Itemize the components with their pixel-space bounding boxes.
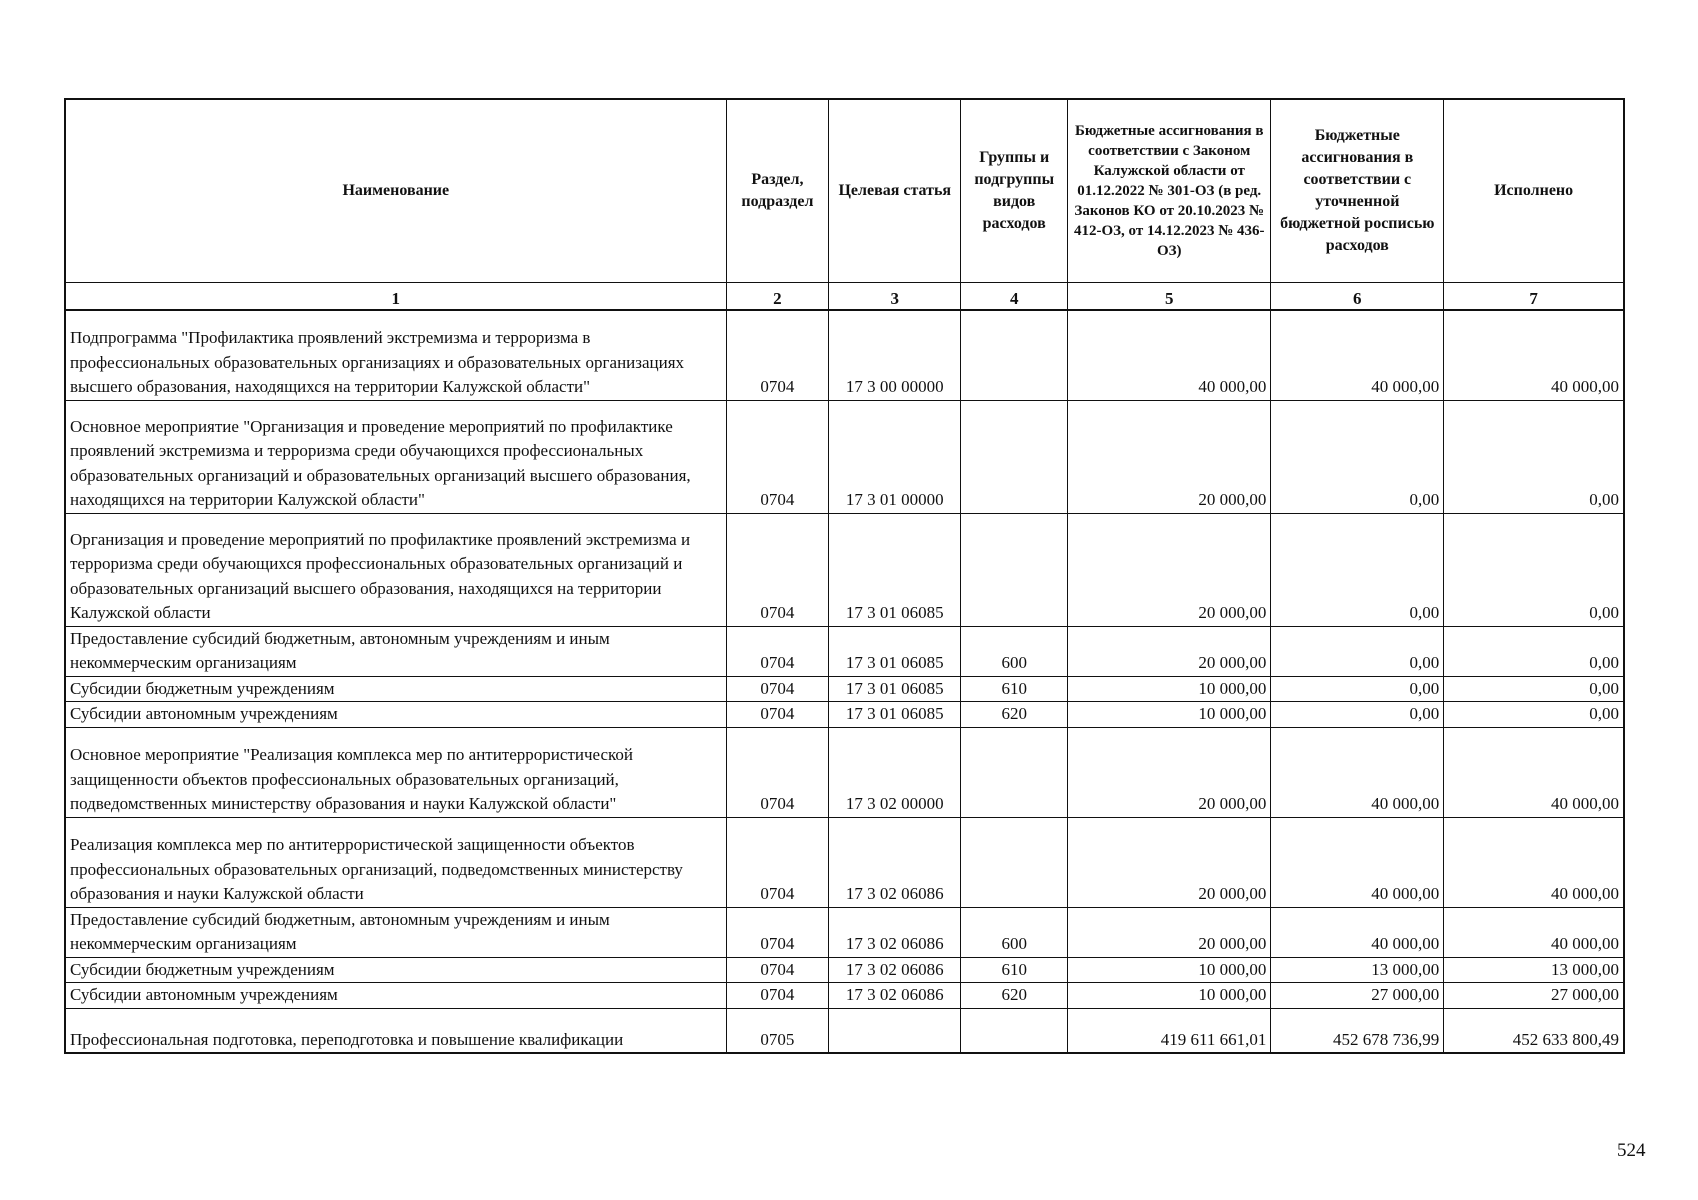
cell-law: 20 000,00 xyxy=(1068,626,1271,676)
cell-name: Субсидии автономным учреждениям xyxy=(65,983,726,1009)
cell-executed: 0,00 xyxy=(1444,676,1624,702)
cell-refined: 0,00 xyxy=(1271,676,1444,702)
cell-target: 17 3 01 06085 xyxy=(829,513,961,626)
cell-group: 610 xyxy=(961,957,1068,983)
cell-executed: 13 000,00 xyxy=(1444,957,1624,983)
header-executed: Исполнено xyxy=(1444,99,1624,283)
budget-table xyxy=(64,98,1625,1054)
cell-section: 0704 xyxy=(726,817,829,907)
cell-refined: 13 000,00 xyxy=(1271,957,1444,983)
cell-name: Реализация комплекса мер по антитеррористической защищенности объектов профессиональных образовательных организаций, подведомственных министерству образования и науки Калужской области xyxy=(65,817,726,907)
cell-section: 0704 xyxy=(726,513,829,626)
cell-name: Субсидии бюджетным учреждениям xyxy=(65,676,726,702)
header-groups: Группы и подгруппы видов расходов xyxy=(961,99,1068,283)
cell-refined: 0,00 xyxy=(1271,400,1444,513)
header-row xyxy=(65,99,1624,283)
cell-target: 17 3 01 06085 xyxy=(829,626,961,676)
cell-group: 620 xyxy=(961,983,1068,1009)
cell-refined: 27 000,00 xyxy=(1271,983,1444,1009)
table-body xyxy=(65,310,1624,1053)
cell-executed: 27 000,00 xyxy=(1444,983,1624,1009)
cell-group: 610 xyxy=(961,676,1068,702)
table-row xyxy=(65,676,1624,702)
cell-name: Подпрограмма "Профилактика проявлений экстремизма и терроризма в профессиональных образовательных организациях и образовательных организациях высшего образования, находящихся на территории Калужской области" xyxy=(65,310,726,400)
cell-executed: 452 633 800,49 xyxy=(1444,1008,1624,1053)
cell-law: 10 000,00 xyxy=(1068,676,1271,702)
table-row xyxy=(65,400,1624,513)
cell-law: 20 000,00 xyxy=(1068,727,1271,817)
col-number: 2 xyxy=(726,283,829,311)
cell-law: 10 000,00 xyxy=(1068,957,1271,983)
table-row xyxy=(65,817,1624,907)
cell-name: Профессиональная подготовка, переподготовка и повышение квалификации xyxy=(65,1008,726,1053)
cell-refined: 0,00 xyxy=(1271,702,1444,728)
header-target: Целевая статья xyxy=(829,99,961,283)
table-row xyxy=(65,957,1624,983)
cell-group xyxy=(961,400,1068,513)
cell-law: 20 000,00 xyxy=(1068,400,1271,513)
cell-name: Основное мероприятие "Организация и проведение мероприятий по профилактике проявлений экстремизма и терроризма среди обучающихся профессиональных образовательных организаций и образовательных организаций высшего образования, находящихся на территории Калужской области" xyxy=(65,400,726,513)
cell-executed: 40 000,00 xyxy=(1444,727,1624,817)
cell-executed: 0,00 xyxy=(1444,513,1624,626)
table-row xyxy=(65,727,1624,817)
cell-law: 10 000,00 xyxy=(1068,983,1271,1009)
cell-section: 0704 xyxy=(726,727,829,817)
cell-target: 17 3 02 06086 xyxy=(829,957,961,983)
cell-law: 10 000,00 xyxy=(1068,702,1271,728)
cell-group xyxy=(961,310,1068,400)
col-number: 6 xyxy=(1271,283,1444,311)
cell-refined: 40 000,00 xyxy=(1271,907,1444,957)
table-row xyxy=(65,983,1624,1009)
cell-name: Субсидии автономным учреждениям xyxy=(65,702,726,728)
cell-target: 17 3 02 06086 xyxy=(829,907,961,957)
cell-section: 0704 xyxy=(726,400,829,513)
budget-sheet xyxy=(64,98,1625,1054)
cell-refined: 452 678 736,99 xyxy=(1271,1008,1444,1053)
cell-executed: 40 000,00 xyxy=(1444,310,1624,400)
cell-law: 20 000,00 xyxy=(1068,513,1271,626)
cell-section: 0704 xyxy=(726,626,829,676)
cell-refined: 0,00 xyxy=(1271,626,1444,676)
table-row xyxy=(65,702,1624,728)
cell-target: 17 3 01 06085 xyxy=(829,702,961,728)
cell-target: 17 3 01 00000 xyxy=(829,400,961,513)
cell-group xyxy=(961,513,1068,626)
col-number: 4 xyxy=(961,283,1068,311)
cell-law: 40 000,00 xyxy=(1068,310,1271,400)
cell-executed: 0,00 xyxy=(1444,702,1624,728)
cell-name: Предоставление субсидий бюджетным, автономным учреждениям и иным некоммерческим организациям xyxy=(65,907,726,957)
cell-name: Основное мероприятие "Реализация комплекса мер по антитеррористической защищенности объектов профессиональных образовательных организаций, подведомственных министерству образования и науки Калужской области" xyxy=(65,727,726,817)
cell-executed: 40 000,00 xyxy=(1444,907,1624,957)
cell-section: 0705 xyxy=(726,1008,829,1053)
cell-name: Предоставление субсидий бюджетным, автономным учреждениям и иным некоммерческим организациям xyxy=(65,626,726,676)
cell-name: Организация и проведение мероприятий по профилактике проявлений экстремизма и терроризма среди обучающихся профессиональных образовательных организаций и образовательных организаций высшего образования, находящихся на территории Калужской области xyxy=(65,513,726,626)
cell-executed: 0,00 xyxy=(1444,400,1624,513)
col-number: 7 xyxy=(1444,283,1624,311)
header-name: Наименование xyxy=(65,99,726,283)
table-row xyxy=(65,310,1624,400)
table-row xyxy=(65,626,1624,676)
cell-section: 0704 xyxy=(726,907,829,957)
cell-group: 600 xyxy=(961,626,1068,676)
cell-group xyxy=(961,1008,1068,1053)
column-numbers-row xyxy=(65,283,1624,311)
cell-law: 20 000,00 xyxy=(1068,817,1271,907)
cell-target: 17 3 02 06086 xyxy=(829,983,961,1009)
header-section: Раздел, подраздел xyxy=(726,99,829,283)
table-row xyxy=(65,907,1624,957)
cell-section: 0704 xyxy=(726,310,829,400)
col-number: 1 xyxy=(65,283,726,311)
cell-target: 17 3 00 00000 xyxy=(829,310,961,400)
cell-group: 620 xyxy=(961,702,1068,728)
cell-name: Субсидии бюджетным учреждениям xyxy=(65,957,726,983)
cell-law: 20 000,00 xyxy=(1068,907,1271,957)
page-number: 524 xyxy=(1617,1140,1646,1161)
cell-group xyxy=(961,727,1068,817)
cell-group xyxy=(961,817,1068,907)
cell-refined: 40 000,00 xyxy=(1271,817,1444,907)
cell-target: 17 3 01 06085 xyxy=(829,676,961,702)
header-law: Бюджетные ассигнования в соответствии с Законом Калужской области от 01.12.2022 № 301-ОЗ (в ред. Законов КО от 20.10.2023 № 412-ОЗ, от 14.12.2023 № 436-ОЗ) xyxy=(1068,99,1271,283)
col-number: 3 xyxy=(829,283,961,311)
cell-section: 0704 xyxy=(726,983,829,1009)
cell-refined: 40 000,00 xyxy=(1271,727,1444,817)
cell-executed: 40 000,00 xyxy=(1444,817,1624,907)
cell-refined: 0,00 xyxy=(1271,513,1444,626)
cell-law: 419 611 661,01 xyxy=(1068,1008,1271,1053)
table-row xyxy=(65,1008,1624,1053)
cell-group: 600 xyxy=(961,907,1068,957)
cell-section: 0704 xyxy=(726,957,829,983)
col-number: 5 xyxy=(1068,283,1271,311)
cell-target: 17 3 02 00000 xyxy=(829,727,961,817)
header-refined: Бюджетные ассигнования в соответствии с уточненной бюджетной росписью расходов xyxy=(1271,99,1444,283)
cell-section: 0704 xyxy=(726,676,829,702)
cell-refined: 40 000,00 xyxy=(1271,310,1444,400)
cell-target xyxy=(829,1008,961,1053)
cell-section: 0704 xyxy=(726,702,829,728)
table-row xyxy=(65,513,1624,626)
cell-target: 17 3 02 06086 xyxy=(829,817,961,907)
cell-executed: 0,00 xyxy=(1444,626,1624,676)
